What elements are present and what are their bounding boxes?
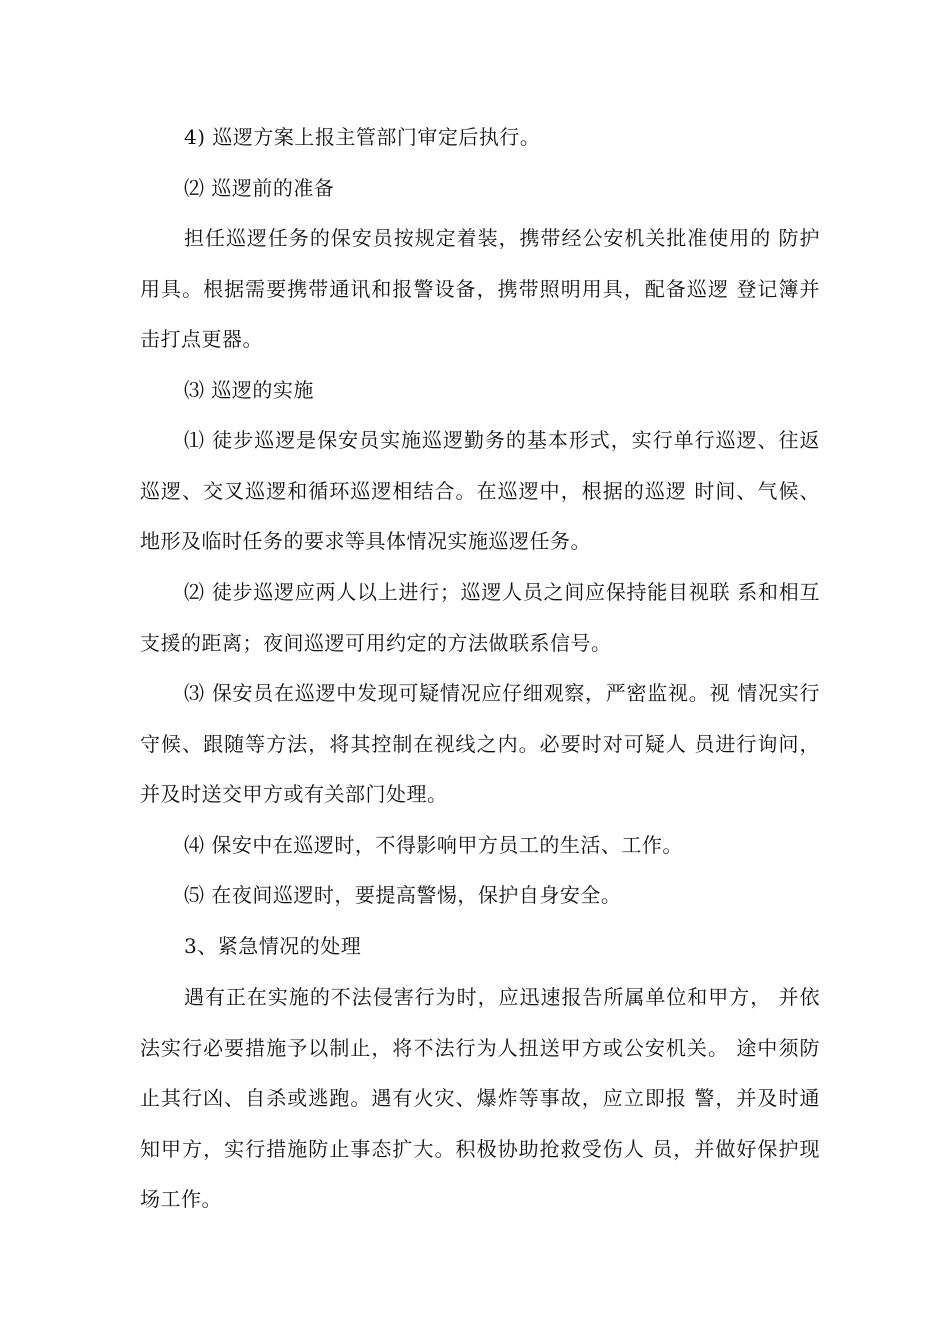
heading-emergency: 3、紧急情况的处理 <box>184 934 362 958</box>
paragraph-emergency-body: 遇有正在实施的不法侵害行为时，应迅速报告所属单位和甲方， 并依法实行必要措施予以制止，将不法行为人扭送甲方或公安机关。 途中须防止其行凶、自杀或逃跑。遇有火灾、爆炸等事故，应立即报 警，并及时通知甲方，实行措施防止事态扩大。积极协助抢救受伤人 员，并做好保护现场工作。 <box>140 985 820 1212</box>
heading-implementation: ⑶ 巡逻的实施 <box>184 378 314 402</box>
paragraph-foot-patrol-1: ⑴ 徒步巡逻是保安员实施巡逻勤务的基本形式，实行单行巡逻、往返巡逻、交叉巡逻和循环巡逻相结合。在巡逻中，根据的巡逻 时间、气候、地形及临时任务的要求等具体情况实施巡逻任务。 <box>140 428 820 554</box>
paragraph-suspicious-3: ⑶ 保安员在巡逻中发现可疑情况应仔细观察，严密监视。视 情况实行守候、跟随等方法，将其控制在视线之内。必要时对可疑人 员进行询问，并及时送交甲方或有关部门处理。 <box>140 681 820 807</box>
paragraph-step-4: 4) 巡逻方案上报主管部门审定后执行。 <box>184 125 541 149</box>
paragraph-preparation-body: 担任巡逻任务的保安员按规定着装，携带经公安机关批准使用的 防护用具。根据需要携带通讯和报警设备，携带照明用具，配备巡逻 登记簿并击打点更器。 <box>140 226 820 352</box>
heading-preparation: ⑵ 巡逻前的准备 <box>184 176 335 200</box>
paragraph-night-safety-5: ⑸ 在夜间巡逻时，要提高警惕，保护自身安全。 <box>184 883 622 907</box>
paragraph-foot-patrol-2: ⑵ 徒步巡逻应两人以上进行；巡逻人员之间应保持能目视联 系和相互支援的距离；夜间巡逻可用约定的方法做联系信号。 <box>140 580 820 655</box>
paragraph-no-disturb-4: ⑷ 保安中在巡逻时，不得影响甲方员工的生活、工作。 <box>184 833 683 857</box>
